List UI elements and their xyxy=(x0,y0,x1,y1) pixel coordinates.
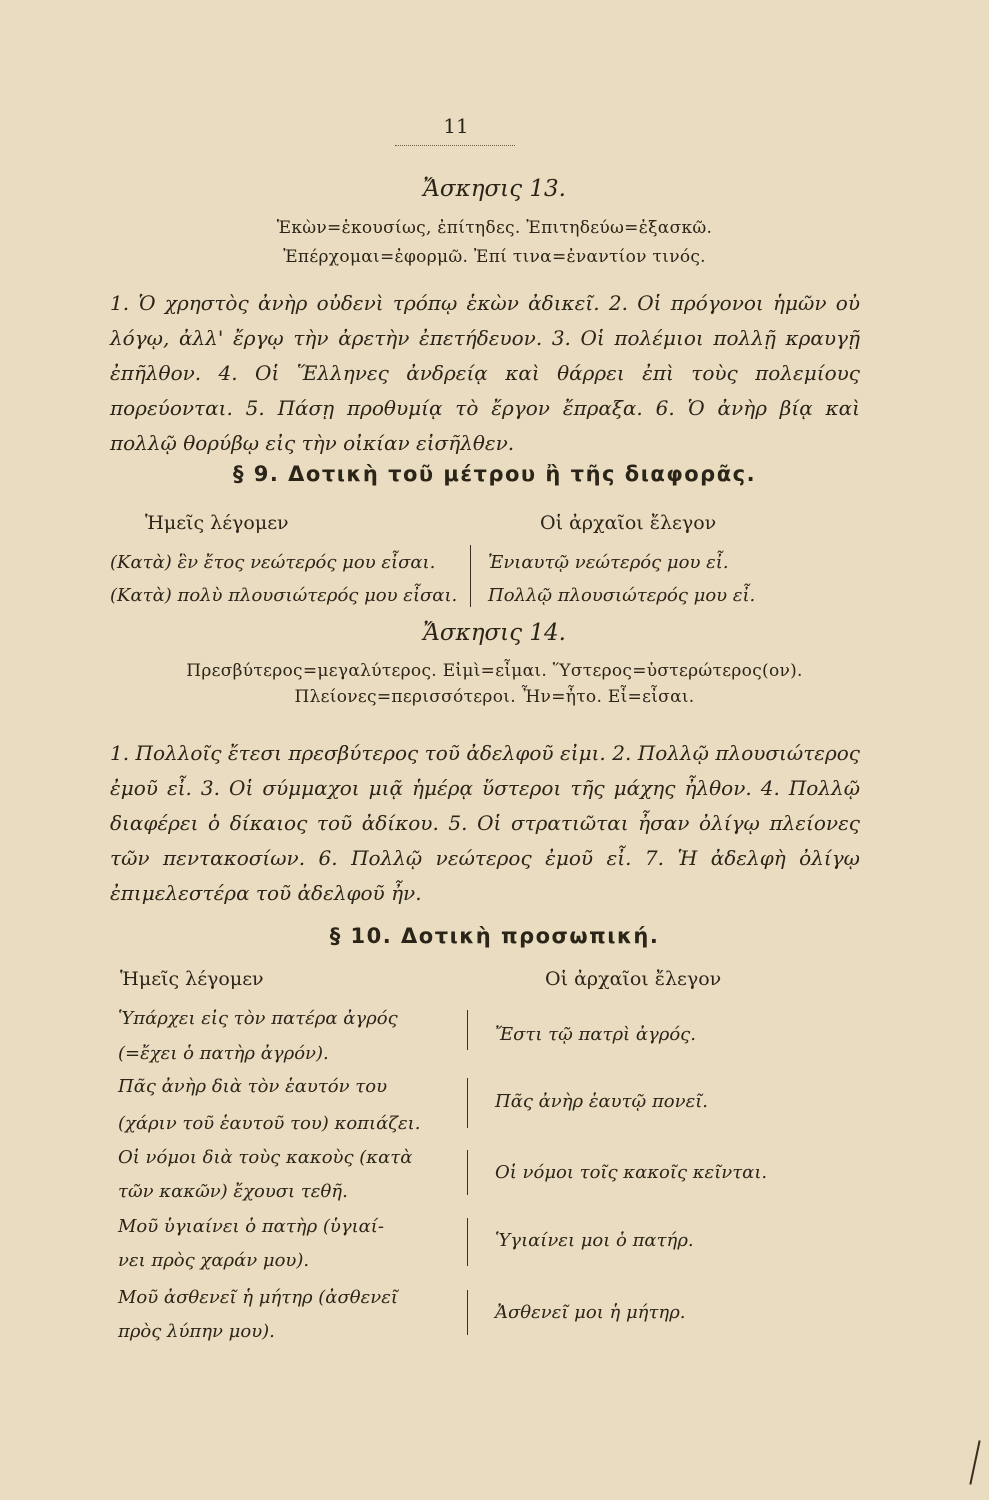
section-10-row-1-left-line-2: (=ἔχει ὁ πατὴρ ἀγρόν). xyxy=(118,1043,329,1064)
section-10-row-3-left-line-2: τῶν κακῶν) ἔχουσι τεθῆ. xyxy=(118,1181,348,1202)
exercise-13-text xyxy=(110,286,860,461)
page-number-rule xyxy=(395,145,515,146)
section-10-divider-5 xyxy=(467,1290,468,1335)
exercise-13-sentences: 1. Ὁ χρηστὸς ἀνὴρ οὐδενὶ τρόπῳ ἑκὼν ἀδικεῖ. 2. Οἱ πρόγονοι ἡμῶν οὐ λόγῳ, ἀλλ' ἔργῳ τὴν ἀρετὴν ἐπετήδευον. 3. Οἱ πολέμιοι πολλῇ κραυγῇ ἐπῆλθον. 4. Οἱ Ἕλληνες ἀνδρείᾳ καὶ θάρρει ἐπὶ τοὺς πολεμίους πορεύονται. 5. Πάσῃ προθυμίᾳ τὸ ἔργον ἔπραξα. 6. Ὁ ἀνὴρ βίᾳ καὶ πολλῷ θορύβῳ εἰς τὴν οἰκίαν εἰσῆλθεν. xyxy=(110,291,860,455)
section-10-row-5-left-line-1: Μοῦ ἀσθενεῖ ἡ μήτηρ (ἀσθενεῖ xyxy=(118,1287,398,1308)
section-10-row-4-left-line-1: Μοῦ ὑγιαίνει ὁ πατὴρ (ὑγιαί- xyxy=(118,1216,384,1237)
exercise-14-vocab-line-1: Πρεσβύτερος=μεγαλύτερος. Εἰμὶ=εἶμαι. Ὕστερος=ὑστερώτερος(ον). xyxy=(186,661,803,681)
section-10-row-2-left-line-2: (χάριν τοῦ ἑαυτοῦ του) κοπιάζει. xyxy=(118,1113,421,1134)
section-9-row-2-right: Πολλῷ πλουσιώτερός μου εἶ. xyxy=(488,585,756,606)
page-number: 11 xyxy=(443,114,469,138)
section-9-left-head: Ἡμεῖς λέγομεν xyxy=(145,512,289,534)
section-10-heading xyxy=(0,924,989,948)
section-10-row-3-left-line-1: Οἱ νόμοι διὰ τοὺς κακοὺς (κατὰ xyxy=(118,1147,413,1168)
exercise-14-sentences: 1. Πολλοῖς ἔτεσι πρεσβύτερος τοῦ ἀδελφοῦ εἰμι. 2. Πολλῷ πλουσιώτερος ἐμοῦ εἶ. 3. Οἱ σύμμαχοι μιᾷ ἡμέρᾳ ὕστεροι τῆς μάχης ἦλθον. 4. Πολλῷ διαφέρει ὁ δίκαιος τοῦ ἀδίκου. 5. Οἱ στρατιῶται ἦσαν ὀλίγῳ πλείονες τῶν πεντακοσίων. 6. Πολλῷ νεώτερος ἐμοῦ εἶ. 7. Ἡ ἀδελφὴ ὀλίγῳ ἐπιμελεστέρα τοῦ ἀδελφοῦ ἦν. xyxy=(110,741,860,905)
section-10-row-2-right: Πᾶς ἀνὴρ ἑαυτῷ πονεῖ. xyxy=(495,1091,709,1112)
section-10-row-2-left-line-1: Πᾶς ἀνὴρ διὰ τὸν ἑαυτόν του xyxy=(118,1076,388,1097)
section-10-left-head: Ἡμεῖς λέγομεν xyxy=(120,968,264,990)
section-9-heading xyxy=(0,462,989,486)
exercise-13-vocab-line-1: Ἑκὼν=ἑκουσίως, ἐπίτηδες. Ἐπιτηδεύω=ἐξασκῶ. xyxy=(276,218,713,238)
section-10-row-4-left-line-2: νει πρὸς χαράν μου). xyxy=(118,1250,310,1271)
exercise-14-title: Ἄσκησις 14. xyxy=(423,620,566,646)
section-9-row-1-right: Ἐνιαυτῷ νεώτερός μου εἶ. xyxy=(488,552,729,573)
section-10-divider-3 xyxy=(467,1150,468,1195)
section-10-row-5-left-line-2: πρὸς λύπην μου). xyxy=(118,1321,275,1342)
section-10-row-1-left-line-1: Ὑπάρχει εἰς τὸν πατέρα ἀγρός xyxy=(118,1008,398,1029)
section-9-divider xyxy=(470,545,471,607)
exercise-13-vocab-line-2: Ἐπέρχομαι=ἐφορμῶ. Ἐπί τινα=ἐναντίον τινός. xyxy=(283,247,706,267)
section-10-right-head: Οἱ ἀρχαῖοι ἔλεγον xyxy=(545,968,722,990)
section-9-row-1-left: (Κατὰ) ἓν ἔτος νεώτερός μου εἶσαι. xyxy=(110,552,436,573)
exercise-14-text xyxy=(110,736,860,911)
section-10-label: § 10. Δοτικὴ προσωπική. xyxy=(329,924,660,948)
section-9-row-2-left: (Κατὰ) πολὺ πλουσιώτερός μου εἶσαι. xyxy=(110,585,458,606)
section-10-divider-1 xyxy=(467,1010,468,1050)
section-10-row-5-right: Ἀσθενεῖ μοι ἡ μήτηρ. xyxy=(495,1302,686,1323)
section-10-divider-2 xyxy=(467,1078,468,1128)
section-9-label: § 9. Δοτικὴ τοῦ μέτρου ἢ τῆς διαφορᾶς. xyxy=(232,462,757,486)
section-10-row-1-right: Ἔστι τῷ πατρὶ ἀγρός. xyxy=(495,1024,696,1045)
section-10-row-3-right: Οἱ νόμοι τοῖς κακοῖς κεῖνται. xyxy=(495,1162,768,1183)
page-edge-mark xyxy=(969,1440,980,1484)
exercise-14-vocab-line-2: Πλείονες=περισσότεροι. Ἦν=ἦτο. Εἶ=εἶσαι. xyxy=(294,687,695,707)
section-10-row-4-right: Ὑγιαίνει μοι ὁ πατήρ. xyxy=(495,1230,694,1251)
section-9-right-head: Οἱ ἀρχαῖοι ἔλεγον xyxy=(540,512,717,534)
section-10-divider-4 xyxy=(467,1218,468,1266)
exercise-13-title: Ἄσκησις 13. xyxy=(423,176,566,202)
